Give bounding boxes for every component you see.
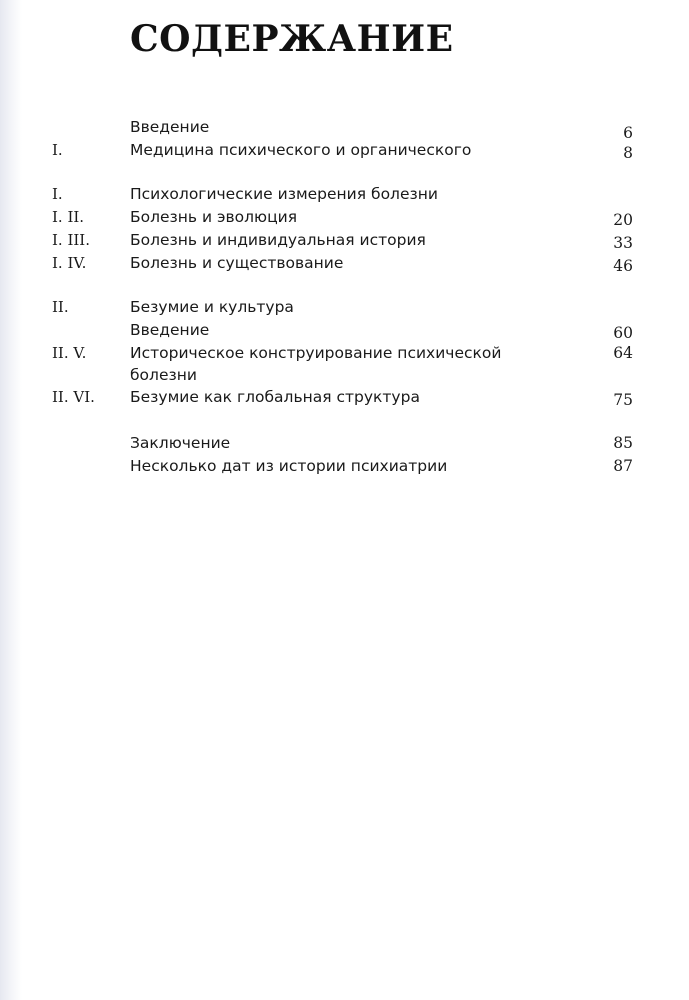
entry-page: 75 [613,391,633,409]
toc-entry [0,116,689,142]
entry-page: 20 [613,211,633,229]
entry-label: Безумие и культура [130,298,294,316]
entry-label: Введение [130,118,210,136]
entry-label: Заключение [130,434,231,452]
entry-label: Безумие как глобальная структура [130,388,420,406]
toc-entry [0,206,689,228]
entry-label: Болезнь и существование [130,254,344,272]
entry-label: Несколько дат из истории психиатрии [130,457,448,475]
page-title: СОДЕРЖАНИЕ [130,18,454,60]
entry-label: Введение [130,321,210,339]
entry-number: I. II. [52,208,85,226]
entry-label: Болезнь и эволюция [130,208,298,226]
entry-page: 60 [613,324,633,342]
entry-number: II. V. [52,344,87,362]
entry-label: Болезнь и индивидуальная история [130,231,426,249]
toc-entry [0,319,689,341]
entry-label: Психологические измерения болезни [130,185,438,203]
entry-number: I. III. [52,231,91,249]
toc-entry [0,252,689,274]
entry-label: Историческое конструирование психической болезни [130,344,502,384]
toc-entry [0,342,689,386]
toc-entry [0,183,689,205]
entry-number: II. VI. [52,388,95,406]
entry-page: 46 [613,257,633,275]
entry-page: 87 [613,457,633,475]
toc-entry [0,229,689,251]
toc-entry [0,455,689,477]
entry-page: 8 [623,144,633,162]
entry-label: Медицина психического и органического [130,141,472,159]
entry-number: I. [52,185,63,203]
entry-page: 64 [613,344,633,362]
toc-entry [0,139,689,161]
entry-page: 6 [623,124,633,142]
entry-number: I. IV. [52,254,87,272]
entry-number: II. [52,298,69,316]
toc-entry [0,296,689,318]
entry-page: 85 [613,434,633,452]
toc-entry [0,432,689,454]
entry-page: 33 [613,234,633,252]
entry-number: I. [52,141,63,159]
toc-entry [0,386,689,408]
